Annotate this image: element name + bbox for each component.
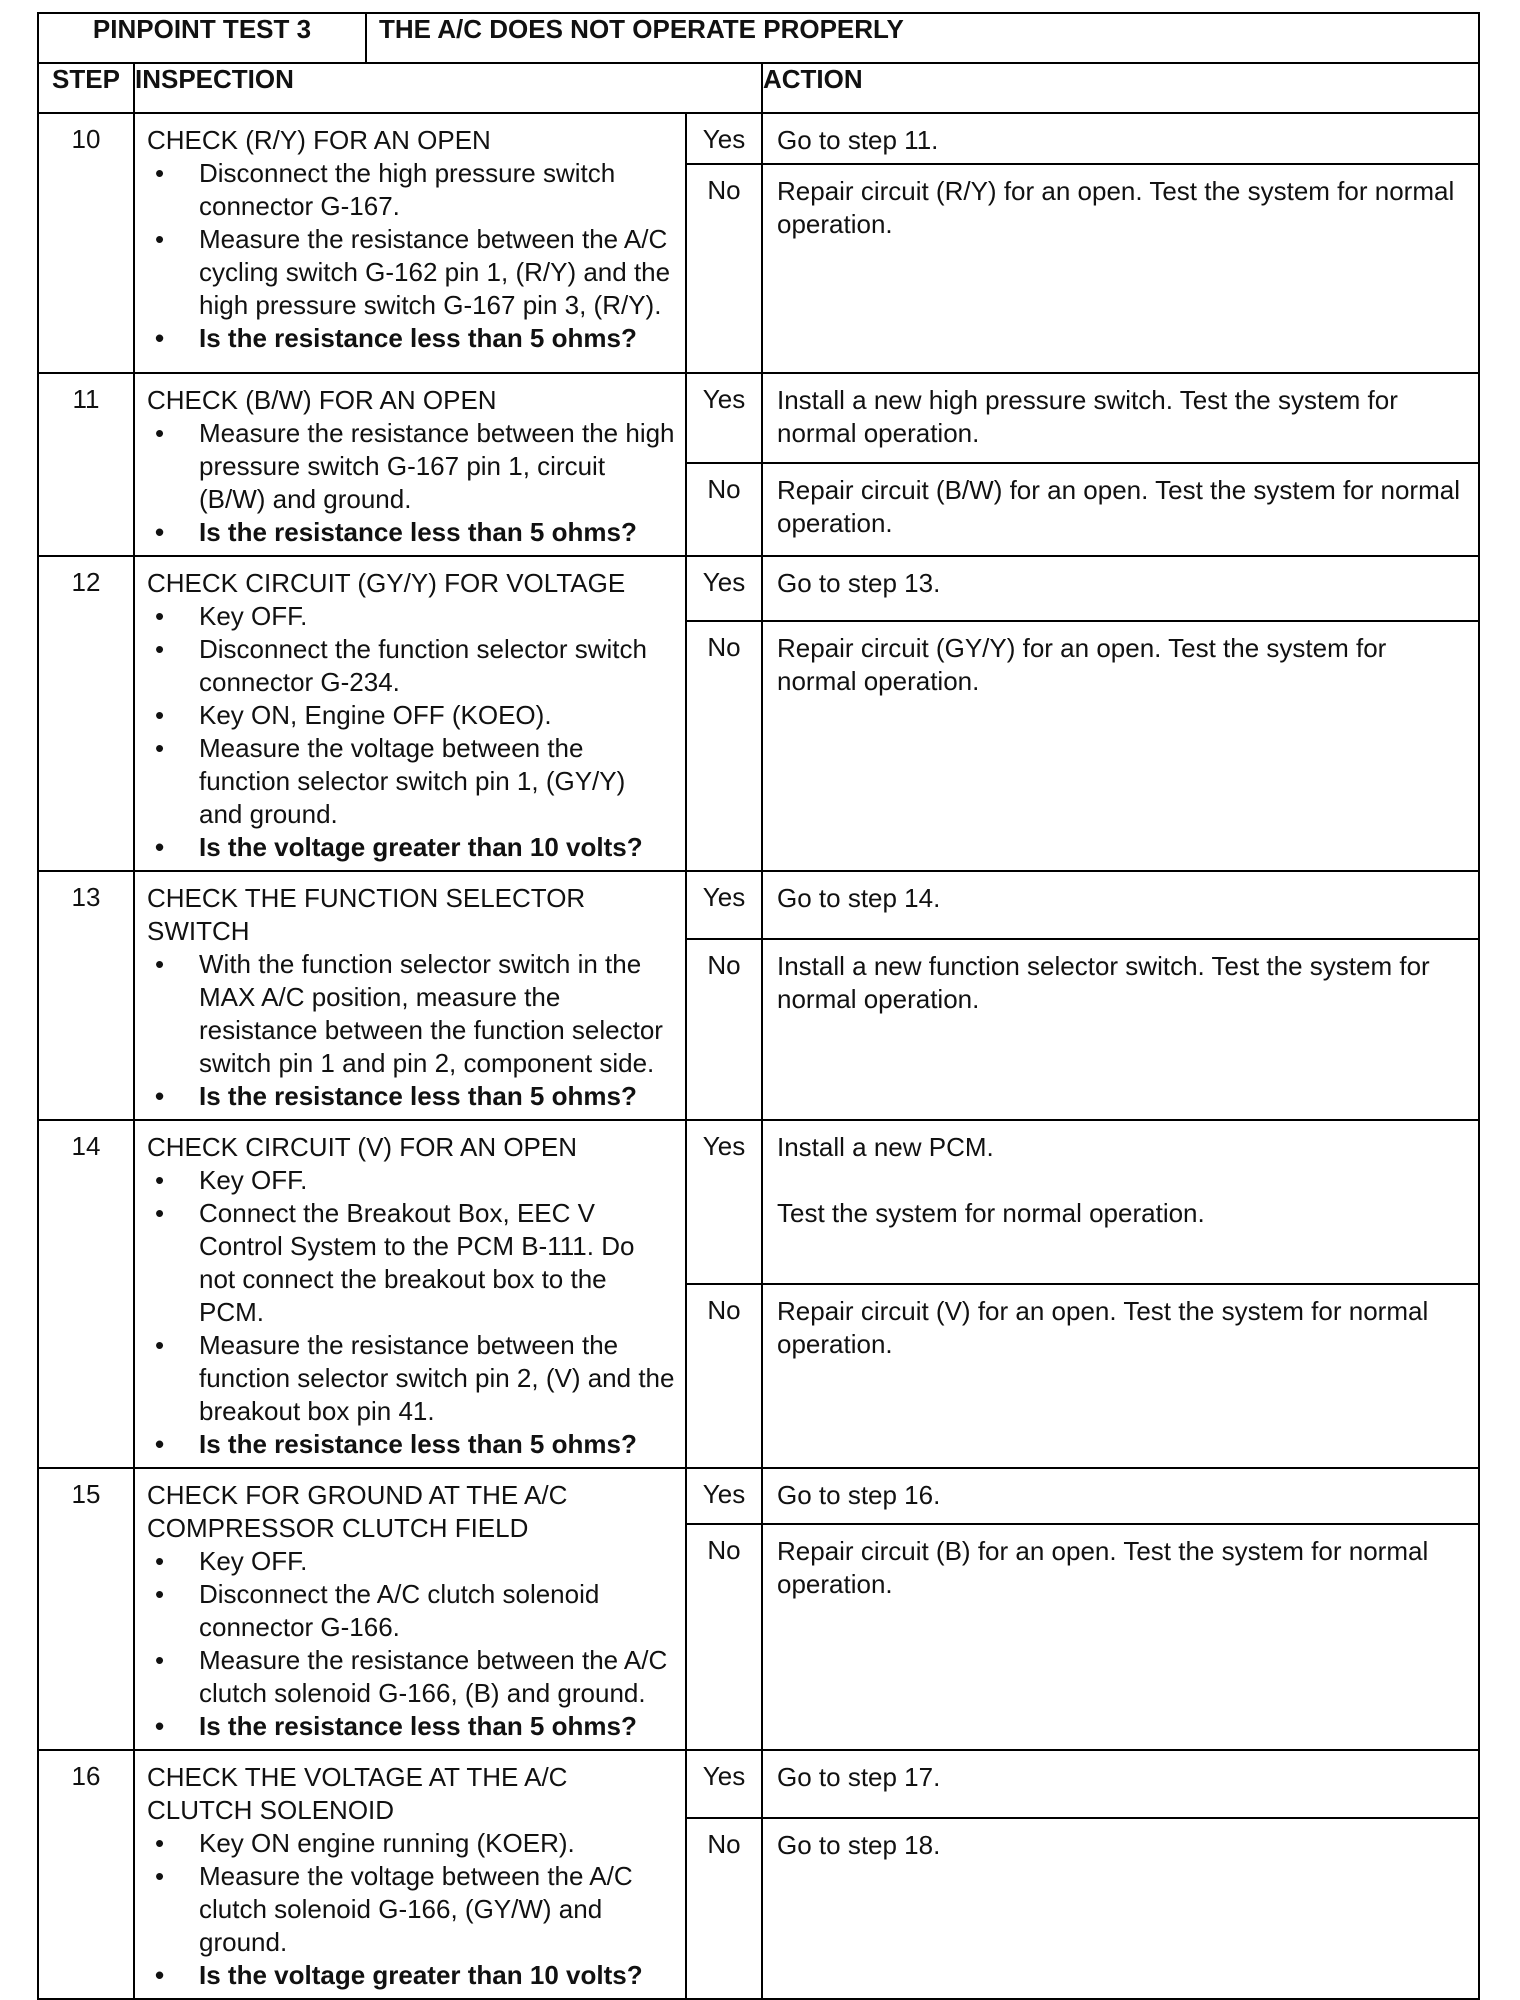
step-header: STEP [38, 63, 134, 113]
yes-action [762, 1750, 1479, 1818]
test-description: THE A/C DOES NOT OPERATE PROPERLY [366, 13, 1479, 63]
inspection-bullet: • Key OFF. [147, 1545, 675, 1578]
inspection-bullet: • Key ON, Engine OFF (KOEO). [147, 699, 675, 732]
no-label: No [686, 939, 762, 1120]
inspection-bullet: • Measure the resistance between the A/C clutch solenoid G-166, (B) and ground. [147, 1644, 675, 1710]
inspection-bullet: • Measure the resistance between the high pressure switch G-167 pin 1, circuit (B/W) and ground. [147, 417, 675, 516]
inspection-cell [134, 871, 686, 1120]
inspection-bullet: • Connect the Breakout Box, EEC V Control System to the PCM B-111. Do not connect the breakout box to the PCM. [147, 1197, 675, 1329]
inspection-bullet: • With the function selector switch in the MAX A/C position, measure the resistance between the function selector switch pin 1 and pin 2, component side. [147, 948, 675, 1080]
inspection-question: • Is the resistance less than 5 ohms? [147, 1428, 675, 1461]
inspection-question: • Is the resistance less than 5 ohms? [147, 516, 675, 549]
inspection-header: INSPECTION [134, 63, 762, 113]
inspection-cell [134, 1468, 686, 1750]
yes-action-text: Go to step 13. [777, 568, 941, 598]
yes-label: Yes [686, 113, 762, 164]
inspection-heading: CHECK CIRCUIT (GY/Y) FOR VOLTAGE [147, 568, 626, 598]
yes-label: Yes [686, 1750, 762, 1818]
step-row [38, 373, 1479, 463]
test-name: PINPOINT TEST 3 [38, 13, 366, 63]
no-label: No [686, 1818, 762, 1999]
inspection-bullet: • Measure the resistance between the A/C cycling switch G-162 pin 1, (R/Y) and the high pressure switch G-167 pin 3, (R/Y). [147, 223, 675, 322]
no-action: Install a new function selector switch. Test the system for normal operation. [762, 939, 1479, 1120]
yes-action [762, 556, 1479, 621]
step-number: 15 [38, 1468, 134, 1750]
no-label: No [686, 621, 762, 871]
yes-action-text: Install a new PCM. [777, 1132, 994, 1162]
title-row [38, 13, 1479, 63]
inspection-bullet: • Key OFF. [147, 1164, 675, 1197]
step-row [38, 113, 1479, 164]
no-label: No [686, 164, 762, 373]
no-label: No [686, 463, 762, 556]
step-row [38, 1750, 1479, 1818]
inspection-heading: CHECK (B/W) FOR AN OPEN [147, 385, 497, 415]
inspection-question: • Is the voltage greater than 10 volts? [147, 1959, 675, 1992]
yes-action [762, 1468, 1479, 1524]
step-number: 16 [38, 1750, 134, 1999]
inspection-cell [134, 1750, 686, 1999]
no-action: Repair circuit (B/W) for an open. Test the system for normal operation. [762, 463, 1479, 556]
step-number: 14 [38, 1120, 134, 1468]
yes-label: Yes [686, 373, 762, 463]
yes-label: Yes [686, 871, 762, 939]
pinpoint-test-table [37, 12, 1480, 2000]
inspection-bullet: • Key ON engine running (KOER). [147, 1827, 675, 1860]
step-number: 12 [38, 556, 134, 871]
yes-label: Yes [686, 1468, 762, 1524]
step-row [38, 871, 1479, 939]
yes-action-text: Go to step 11. [777, 125, 939, 155]
yes-action-text-2: Test the system for normal operation. [777, 1198, 1205, 1228]
inspection-heading: CHECK THE VOLTAGE AT THE A/C CLUTCH SOLENOID [147, 1762, 568, 1825]
inspection-bullet: • Measure the voltage between the A/C clutch solenoid G-166, (GY/W) and ground. [147, 1860, 675, 1959]
no-action: Repair circuit (GY/Y) for an open. Test the system for normal operation. [762, 621, 1479, 871]
inspection-heading: CHECK (R/Y) FOR AN OPEN [147, 125, 491, 155]
no-action: Repair circuit (R/Y) for an open. Test the system for normal operation. [762, 164, 1479, 373]
step-number: 13 [38, 871, 134, 1120]
header-row [38, 63, 1479, 113]
yes-action [762, 871, 1479, 939]
inspection-question: • Is the resistance less than 5 ohms? [147, 1080, 675, 1113]
inspection-bullet: • Disconnect the function selector switch connector G-234. [147, 633, 675, 699]
no-label: No [686, 1284, 762, 1468]
step-number: 10 [38, 113, 134, 373]
inspection-steps [147, 948, 675, 1113]
inspection-heading: CHECK CIRCUIT (V) FOR AN OPEN [147, 1132, 578, 1162]
yes-label: Yes [686, 556, 762, 621]
inspection-steps [147, 600, 675, 864]
inspection-question: • Is the voltage greater than 10 volts? [147, 831, 675, 864]
inspection-bullet: • Measure the resistance between the function selector switch pin 2, (V) and the breakout box pin 41. [147, 1329, 675, 1428]
inspection-steps [147, 1545, 675, 1743]
inspection-steps [147, 417, 675, 549]
inspection-steps [147, 1164, 675, 1461]
action-header: ACTION [762, 63, 1479, 113]
inspection-cell [134, 556, 686, 871]
step-row [38, 1120, 1479, 1284]
inspection-heading: CHECK THE FUNCTION SELECTOR SWITCH [147, 883, 586, 946]
no-action: Repair circuit (B) for an open. Test the system for normal operation. [762, 1524, 1479, 1750]
no-action: Repair circuit (V) for an open. Test the system for normal operation. [762, 1284, 1479, 1468]
no-label: No [686, 1524, 762, 1750]
inspection-bullet: • Measure the voltage between the function selector switch pin 1, (GY/Y) and ground. [147, 732, 675, 831]
yes-action-text: Install a new high pressure switch. Test the system for normal operation. [777, 385, 1398, 448]
yes-action [762, 113, 1479, 164]
yes-action-text: Go to step 14. [777, 883, 941, 913]
inspection-question: • Is the resistance less than 5 ohms? [147, 322, 675, 355]
yes-action-text: Go to step 16. [777, 1480, 941, 1510]
step-row [38, 1468, 1479, 1524]
inspection-bullet: • Key OFF. [147, 600, 675, 633]
inspection-steps [147, 157, 675, 355]
yes-action [762, 373, 1479, 463]
yes-label: Yes [686, 1120, 762, 1284]
inspection-bullet: • Disconnect the high pressure switch connector G-167. [147, 157, 675, 223]
yes-action-text: Go to step 17. [777, 1762, 941, 1792]
step-row [38, 556, 1479, 621]
inspection-cell [134, 113, 686, 373]
inspection-heading: CHECK FOR GROUND AT THE A/C COMPRESSOR CLUTCH FIELD [147, 1480, 568, 1543]
no-action: Go to step 18. [762, 1818, 1479, 1999]
step-number: 11 [38, 373, 134, 556]
inspection-cell [134, 1120, 686, 1468]
yes-action [762, 1120, 1479, 1284]
inspection-cell [134, 373, 686, 556]
inspection-question: • Is the resistance less than 5 ohms? [147, 1710, 675, 1743]
inspection-bullet: • Disconnect the A/C clutch solenoid connector G-166. [147, 1578, 675, 1644]
